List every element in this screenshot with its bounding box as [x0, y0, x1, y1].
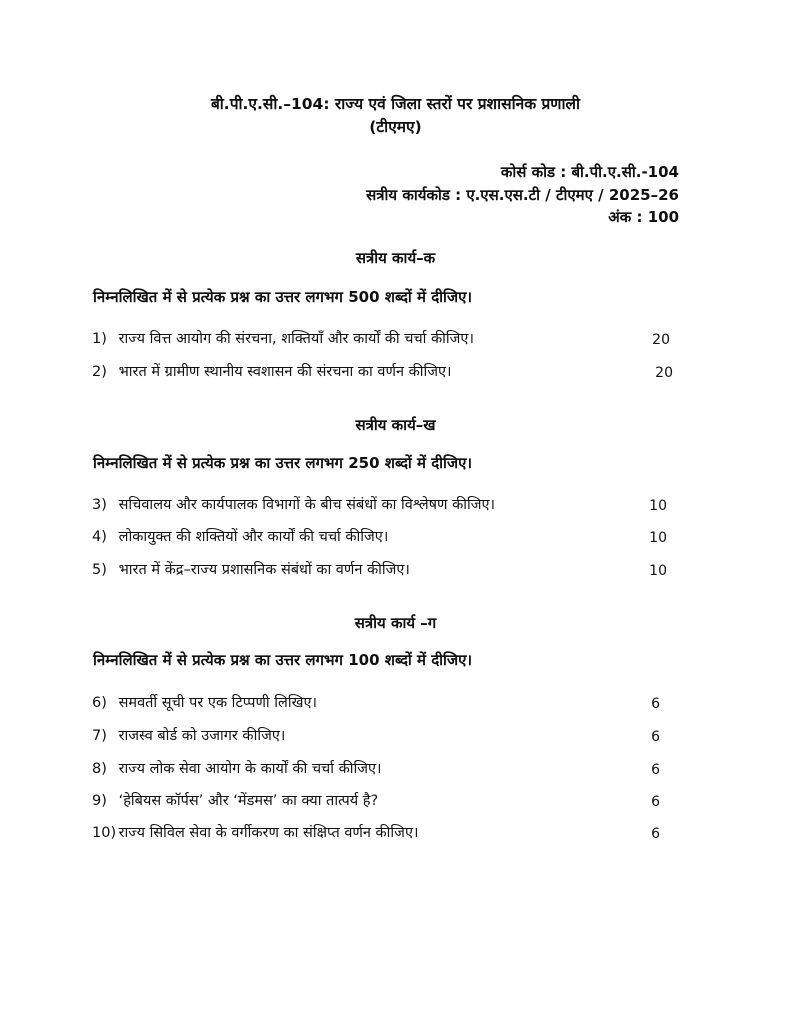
question-item [92, 758, 382, 780]
question-text: लोकायुक्त की शक्तियों और कार्यों की चर्चा कीजिए। [118, 529, 389, 545]
question-marks: 10 [649, 530, 667, 546]
question-item [92, 526, 388, 548]
question-marks: 10 [649, 498, 667, 514]
question-marks: 6 [651, 826, 660, 842]
question-marks: 6 [651, 762, 660, 778]
question-text: समवर्ती सूची पर एक टिप्पणी लिखिए। [118, 695, 318, 711]
course-code: कोर्स कोड : बी.पी.ए.सी.-104 [500, 163, 679, 181]
assignment-code: सत्रीय कार्यकोड : ए.एस.एस.टी / टीएमए / 2025–26 [366, 186, 679, 204]
question-item [92, 692, 317, 714]
section-title: सत्रीय कार्य–ख [355, 416, 436, 434]
question-number: 7) [92, 728, 107, 744]
question-number: 1) [92, 331, 107, 347]
question-number: 5) [92, 562, 107, 578]
question-item [92, 559, 410, 581]
question-text: राज्य वित्त आयोग की संरचना, शक्तियाँ और कार्यों की चर्चा कीजिए। [118, 331, 474, 347]
question-number: 6) [92, 695, 107, 711]
document-subtitle: (टीएमए) [369, 118, 422, 136]
question-item [92, 361, 452, 383]
question-item [92, 328, 474, 350]
question-marks: 20 [652, 332, 670, 348]
question-text: ‘हेबियस कॉर्पस’ और ‘मेंडमस’ का क्या तात्पर्य है? [118, 793, 379, 809]
question-number: 8) [92, 761, 107, 777]
question-item [92, 790, 378, 812]
question-text: सचिवालय और कार्यपालक विभागों के बीच संबंधों का विश्लेषण कीजिए। [118, 497, 496, 513]
total-marks: अंक : 100 [608, 208, 679, 226]
question-number: 10) [92, 825, 117, 841]
question-number: 3) [92, 497, 107, 513]
question-text: राजस्व बोर्ड को उजागर कीजिए। [118, 728, 286, 744]
question-marks: 6 [651, 729, 660, 745]
question-marks: 10 [649, 563, 667, 579]
section-title: सत्रीय कार्य –ग [354, 614, 437, 632]
question-marks: 20 [655, 365, 673, 381]
section-instruction: निम्नलिखित में से प्रत्येक प्रश्न का उत्तर लगभग 500 शब्दों में दीजिए। [93, 288, 473, 306]
question-marks: 6 [651, 696, 660, 712]
section-instruction: निम्नलिखित में से प्रत्येक प्रश्न का उत्तर लगभग 100 शब्दों में दीजिए। [93, 651, 473, 669]
question-text: भारत में केंद्र–राज्य प्रशासनिक संबंधों का वर्णन कीजिए। [118, 562, 410, 578]
question-number: 2) [92, 364, 107, 380]
question-text: राज्य लोक सेवा आयोग के कार्यों की चर्चा कीजिए। [118, 761, 382, 777]
question-item [92, 822, 418, 844]
question-number: 9) [92, 793, 107, 809]
question-number: 4) [92, 529, 107, 545]
question-text: राज्य सिविल सेवा के वर्गीकरण का संक्षिप्त वर्णन कीजिए। [118, 825, 419, 841]
question-text: भारत में ग्रामीण स्थानीय स्वशासन की संरचना का वर्णन कीजिए। [118, 364, 452, 380]
document-title: बी.पी.ए.सी.–104: राज्य एवं जिला स्तरों पर प्रशासनिक प्रणाली [210, 95, 581, 113]
section-instruction: निम्नलिखित में से प्रत्येक प्रश्न का उत्तर लगभग 250 शब्दों में दीजिए। [93, 454, 473, 472]
question-item [92, 725, 285, 747]
section-title: सत्रीय कार्य–क [355, 249, 436, 267]
question-marks: 6 [651, 794, 660, 810]
question-item [92, 494, 495, 516]
